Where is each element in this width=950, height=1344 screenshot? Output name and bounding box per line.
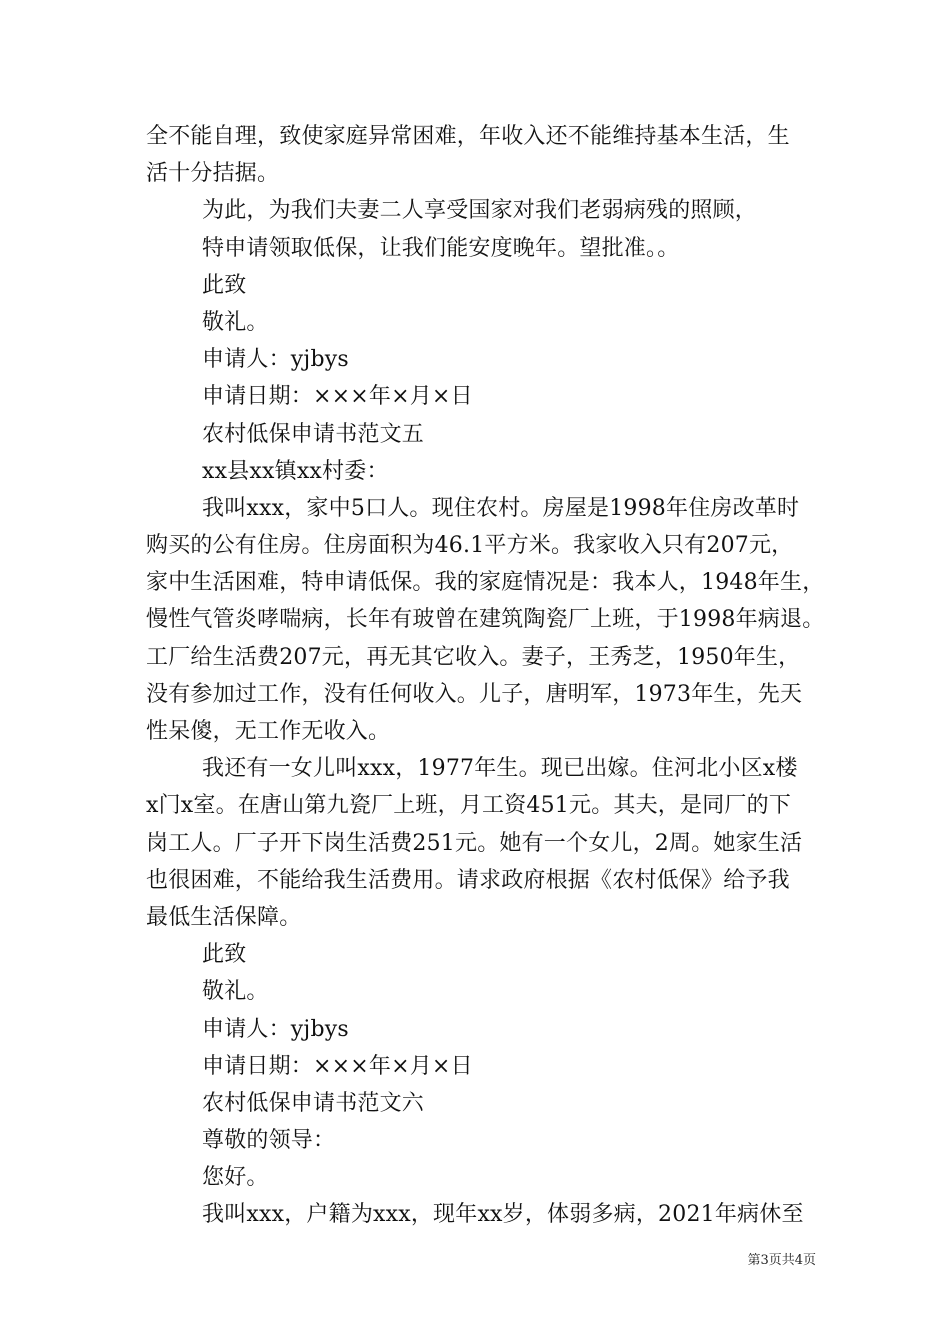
text-line: 也很困难，不能给我生活费用。请求政府根据《农村低保》给予我 [146, 867, 790, 893]
text-line: 申请日期：×××年×月×日 [202, 384, 473, 410]
text-line: 我叫xxx，户籍为xxx，现年xx岁，体弱多病，2021年病休至 [202, 1202, 804, 1228]
text-line: x门x室。在唐山第九瓷厂上班，月工资451元。其夫，是同厂的下 [146, 793, 792, 819]
text-line: 此致 [202, 272, 247, 298]
text-line: 申请人：yjbys [202, 1016, 349, 1042]
text-line: 没有参加过工作，没有任何收入。儿子，唐明军，1973年生，先天 [146, 681, 803, 707]
document-body [146, 118, 825, 1234]
text-line: 尊敬的领导： [202, 1128, 336, 1154]
text-line: 活十分拮据。 [146, 161, 280, 187]
text-line: 家中生活困难，特申请低保。我的家庭情况是：我本人，1948年生， [146, 570, 825, 596]
text-line: 申请日期：×××年×月×日 [202, 1053, 473, 1079]
page-number-footer: 第3页共4页 [747, 1253, 816, 1268]
text-line: xx县xx镇xx村委： [202, 458, 389, 484]
text-line: 我叫xxx，家中5口人。现住农村。房屋是1998年住房改革时 [202, 495, 800, 521]
text-line: 购买的公有住房。住房面积为46.1平方米。我家收入只有207元， [146, 533, 794, 559]
text-line: 您好。 [202, 1165, 269, 1191]
text-line: 农村低保申请书范文六 [202, 1090, 425, 1116]
text-line: 申请人：yjbys [202, 347, 349, 373]
text-line: 农村低保申请书范文五 [202, 421, 425, 447]
text-line: 为此，为我们夫妻二人享受国家对我们老弱病残的照顾， [202, 198, 758, 224]
text-line: 工厂给生活费207元，再无其它收入。妻子，王秀芝，1950年生， [146, 644, 801, 670]
text-line: 全不能自理，致使家庭异常困难，年收入还不能维持基本生活，生 [146, 124, 790, 149]
text-line: 性呆傻，无工作无收入。 [146, 719, 391, 744]
text-line: 此致 [202, 942, 247, 968]
text-line: 特申请领取低保，让我们能安度晚年。望批准。。 [202, 235, 680, 261]
text-line: 我还有一女儿叫xxx，1977年生。现已出嫁。住河北小区x楼 [202, 756, 798, 782]
text-line: 敬礼。 [202, 979, 269, 1005]
text-line: 慢性气管炎哮喘病，长年有玻曾在建筑陶瓷厂上班，于1998年病退。 [146, 607, 825, 633]
text-line: 岗工人。厂子开下岗生活费251元。她有一个女儿，2周。她家生活 [146, 830, 803, 856]
text-line: 最低生活保障。 [146, 904, 302, 930]
text-line: 敬礼。 [202, 309, 269, 335]
